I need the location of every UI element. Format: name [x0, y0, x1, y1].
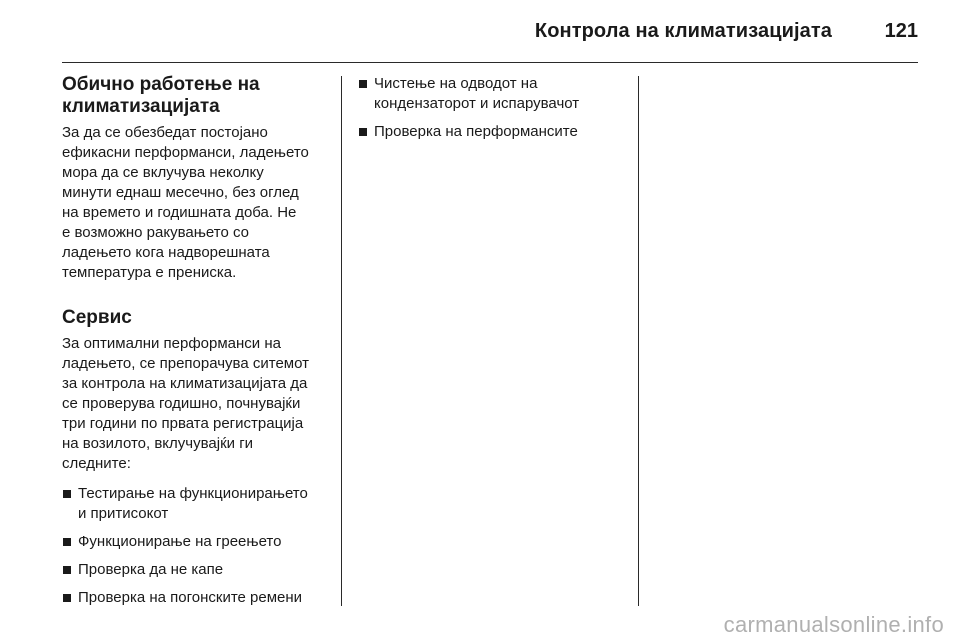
- list-item: Проверка на погонските ремени: [62, 588, 334, 608]
- service-list: [62, 484, 334, 608]
- section-heading-service: Сервис: [62, 307, 132, 328]
- section-body-service: За оптимални перформанси на ладењето, се препорачува ситемот за контрола на климатизацијата да се проверува годишно, почнувајќи три години по првата регистрација на возилото, вклучувајќи ги следните:: [62, 335, 309, 472]
- section-body-normal-operation: За да се обезбедат постојано ефикасни перформанси, ладењето мора да се вклучува неколку минути еднаш месечно, без оглед на времето и годишната доба. Не е возможно ракувањето со ладењето кога надворешната температура е прениска.: [62, 124, 309, 281]
- list-item: Проверка на перформансите: [358, 122, 630, 142]
- list-item: Чистење на одводот на кондензаторот и испарувачот: [358, 74, 630, 114]
- column-2: [358, 74, 630, 150]
- column-divider: [638, 76, 639, 606]
- page-header: [62, 0, 918, 63]
- list-item: Функционирање на греењето: [62, 532, 334, 552]
- service-list-continued: [358, 74, 630, 142]
- header-title: Контрола на климатизацијата: [534, 20, 832, 42]
- column-divider: [341, 76, 342, 606]
- watermark: carmanualsonline.info: [723, 612, 944, 637]
- list-item: Тестирање на функционирањето и притисокот: [62, 484, 334, 524]
- column-1: [62, 74, 334, 616]
- list-item: Проверка да не капе: [62, 560, 334, 580]
- page-number: 121: [884, 20, 918, 42]
- section-heading-normal-operation: Обично работење на климатизацијата: [62, 74, 260, 117]
